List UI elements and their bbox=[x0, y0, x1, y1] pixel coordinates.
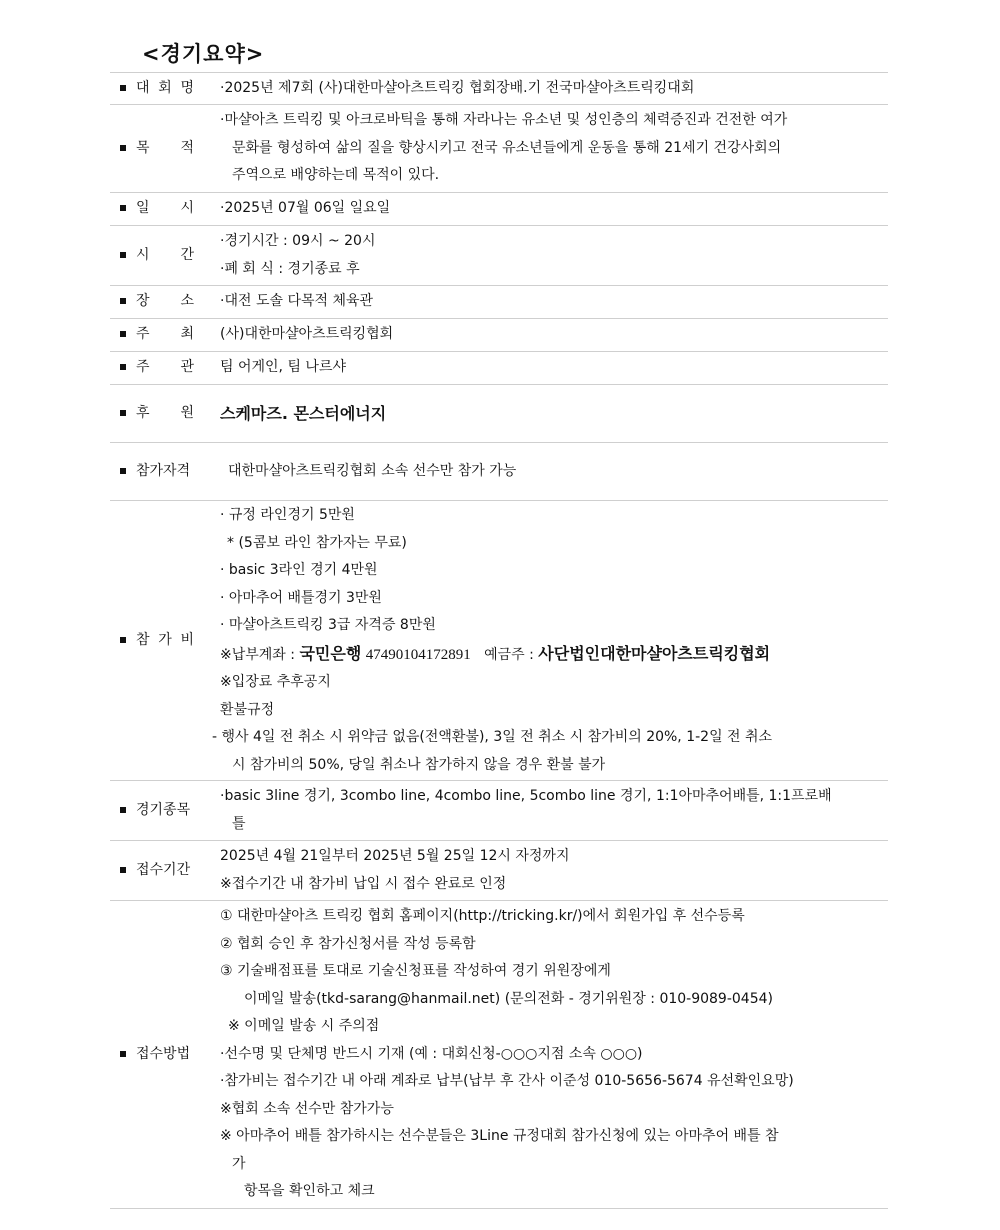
bullet-icon bbox=[110, 385, 136, 443]
row-events bbox=[110, 781, 888, 841]
row-registration-period bbox=[110, 841, 888, 901]
row-sponsor bbox=[110, 385, 888, 443]
row-value: 팀 어게인, 팀 나르샤 bbox=[220, 359, 346, 376]
bullet-icon bbox=[110, 319, 136, 352]
row-value: 대한마샬아츠트릭킹협회 소속 선수만 참가 가능 bbox=[228, 462, 517, 479]
account-number: 47490104172891 bbox=[365, 646, 471, 663]
row-value: ※입장료 추후공지 bbox=[220, 674, 331, 690]
row-label: 참가자격 bbox=[136, 462, 191, 479]
bullet-icon bbox=[110, 105, 136, 193]
row-event-name bbox=[110, 73, 888, 105]
row-value: ·2025년 07월 06일 일요일 bbox=[220, 200, 391, 217]
row-venue bbox=[110, 286, 888, 319]
row-value: ·마샬아츠 트릭킹 및 아크로바틱을 통해 자라나는 유소년 및 성인층의 체력증진과 건전한 여가 bbox=[220, 112, 788, 129]
row-label: 참 가 비 bbox=[136, 631, 194, 648]
row-value: ① 대한마샬아츠 트릭킹 협회 홈페이지(http://tricking.kr/)에서 회원가입 후 선수등록 bbox=[220, 908, 745, 925]
row-value: 스케마즈. 몬스터에너지 bbox=[220, 403, 387, 423]
row-value: 항목을 확인하고 체크 bbox=[244, 1183, 375, 1200]
row-label: 경기종목 bbox=[136, 801, 191, 818]
row-value: ※접수기간 내 참가비 납입 시 접수 완료로 인정 bbox=[220, 875, 507, 892]
bank-prefix: ※납부계좌 : bbox=[220, 646, 300, 663]
summary-table bbox=[110, 72, 888, 1209]
row-label: 주 관 bbox=[136, 359, 194, 376]
row-value: ※ 아마추어 배틀 참가하시는 선수분들은 3Line 규정대회 참가신청에 있는 아마추어 배틀 참 bbox=[220, 1128, 779, 1145]
row-value: 환불규정 bbox=[220, 701, 275, 718]
row-value: 틀 bbox=[232, 815, 246, 832]
row-value: 문화를 형성하여 삶의 질을 향상시키고 전국 유소년들에게 운동을 통해 21세기 건강사회의 bbox=[232, 139, 782, 156]
row-purpose bbox=[110, 105, 888, 193]
row-value: ·경기시간 : 09시 ~ 20시 bbox=[220, 233, 376, 249]
row-value: ※협회 소속 선수만 참가가능 bbox=[220, 1100, 394, 1117]
row-value: 이메일 발송(tkd-sarang@hanmail.net) (문의전화 - 경기위원장 : 010-9089-0454) bbox=[244, 990, 773, 1007]
page-title: <경기요약> bbox=[142, 42, 265, 66]
row-label: 일 시 bbox=[136, 200, 194, 217]
row-value: ·참가비는 접수기간 내 아래 계좌로 납부(납부 후 간사 이준성 010-5656-5674 유선확인요망) bbox=[220, 1073, 794, 1090]
row-label: 목 적 bbox=[136, 139, 194, 156]
account-holder: 사단법인대한마샬아츠트릭킹협회 bbox=[538, 643, 771, 663]
row-organizer bbox=[110, 352, 888, 385]
holder-label: 예금주 : bbox=[484, 646, 539, 663]
row-value: ※ 이메일 발송 시 주의점 bbox=[228, 1018, 380, 1035]
bank-name: 국민은행 bbox=[299, 643, 362, 663]
row-value: - 행사 4일 전 취소 시 위약금 없음(전액환불), 3일 전 취소 시 참가비의 20%, 1-2일 전 취소 bbox=[212, 729, 773, 745]
row-value: · 마샬아츠트릭킹 3급 자격증 8만원 bbox=[220, 617, 436, 633]
row-value: ·basic 3line 경기, 3combo line, 4combo line, 5combo line 경기, 1:1아마추어배틀, 1:1프로배 bbox=[220, 788, 832, 804]
row-value: ② 협회 승인 후 참가신청서를 작성 등록함 bbox=[220, 935, 476, 952]
bullet-icon bbox=[110, 501, 136, 781]
row-eligibility bbox=[110, 443, 888, 501]
row-value: 시 참가비의 50%, 당일 취소나 참가하지 않을 경우 환불 불가 bbox=[232, 756, 606, 773]
row-value: · basic 3라인 경기 4만원 bbox=[220, 562, 378, 578]
row-value: 가 bbox=[232, 1155, 246, 1172]
row-value: ③ 기술배점표를 토대로 기술신청표를 작성하여 경기 위원장에게 bbox=[220, 963, 611, 980]
row-value: · 규정 라인경기 5만원 bbox=[220, 507, 355, 523]
bullet-icon bbox=[110, 841, 136, 901]
bullet-icon bbox=[110, 226, 136, 286]
row-fee bbox=[110, 501, 888, 781]
row-value: ·대전 도솔 다목적 체육관 bbox=[220, 293, 374, 310]
row-value: ·폐 회 식 : 경기종료 후 bbox=[220, 260, 360, 277]
row-label: 대 회 명 bbox=[136, 79, 194, 96]
row-registration-method bbox=[110, 901, 888, 1209]
bullet-icon bbox=[110, 352, 136, 385]
bullet-icon bbox=[110, 286, 136, 319]
bullet-icon bbox=[110, 193, 136, 226]
bullet-icon bbox=[110, 73, 136, 105]
bullet-icon bbox=[110, 901, 136, 1209]
row-value: * (5콤보 라인 참가자는 무료) bbox=[227, 534, 407, 551]
row-label: 주 최 bbox=[136, 326, 194, 343]
row-host bbox=[110, 319, 888, 352]
row-time bbox=[110, 226, 888, 286]
bullet-icon bbox=[110, 443, 136, 501]
row-value: 주역으로 배양하는데 목적이 있다. bbox=[232, 167, 440, 184]
bullet-icon bbox=[110, 781, 136, 841]
row-label: 시 간 bbox=[136, 246, 194, 263]
row-label: 후 원 bbox=[136, 404, 194, 421]
row-label: 접수방법 bbox=[136, 1045, 191, 1062]
row-value: (사)대한마샬아츠트릭킹협회 bbox=[220, 326, 394, 343]
row-value: · 아마추어 배틀경기 3만원 bbox=[220, 589, 382, 606]
row-value: 2025년 4월 21일부터 2025년 5월 25일 12시 자정까지 bbox=[220, 848, 570, 864]
row-date bbox=[110, 193, 888, 226]
row-value: ·2025년 제7회 (사)대한마샬아츠트릭킹 협회장배.기 전국마샬아츠트릭킹대회 bbox=[220, 79, 695, 96]
bank-account-line bbox=[220, 640, 888, 670]
row-value: ·선수명 및 단체명 반드시 기재 (예 : 대회신청-○○○지점 소속 ○○○) bbox=[220, 1045, 643, 1062]
row-label: 장 소 bbox=[136, 293, 194, 310]
row-label: 접수기간 bbox=[136, 861, 191, 878]
